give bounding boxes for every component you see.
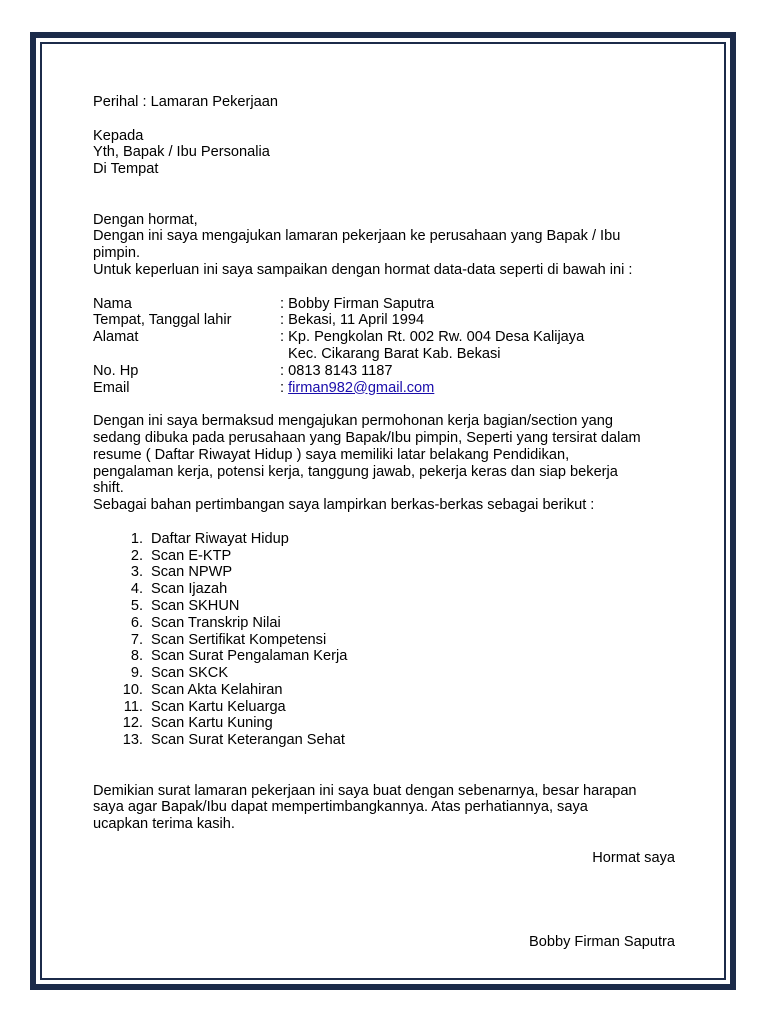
body-paragraph	[93, 413, 693, 514]
list-item	[93, 699, 693, 716]
list-text: Scan Transkrip Nilai	[151, 614, 281, 631]
phone-value: : 0813 8143 1187	[280, 362, 393, 379]
signoff: Hormat saya	[592, 849, 675, 866]
greeting: Dengan hormat,	[93, 211, 198, 228]
list-number: 1.	[130, 530, 143, 547]
list-text: Scan Akta Kelahiran	[151, 681, 283, 698]
recipient-block	[93, 128, 693, 178]
list-number: 13.	[122, 732, 143, 749]
address-value-1: : Kp. Pengkolan Rt. 002 Rw. 004 Desa Kalijaya	[280, 329, 585, 346]
birth-value: : Bekasi, 11 April 1994	[280, 312, 425, 329]
list-text: Scan SKCK	[151, 665, 229, 682]
body-line-2: sedang dibuka pada perusahaan yang Bapak/Ibu pimpin, Seperti yang tersirat dalam	[93, 429, 641, 446]
email-colon: :	[280, 379, 289, 396]
list-item	[93, 732, 693, 749]
recipient-line-1: Kepada	[93, 127, 144, 144]
list-number: 12.	[122, 715, 143, 732]
name-label: Nama	[93, 295, 132, 312]
intro-line-1: Dengan ini saya mengajukan lamaran pekerjaan ke perusahaan yang Bapak / Ibu	[93, 228, 621, 245]
birth-row	[93, 312, 693, 329]
list-item	[93, 665, 693, 682]
phone-row	[93, 363, 693, 380]
list-item	[93, 581, 693, 598]
closing-line-3: ucapkan terima kasih.	[93, 816, 235, 833]
phone-label: No. Hp	[93, 362, 139, 379]
body-line-4: pengalaman kerja, potensi kerja, tanggung jawab, pekerja keras dan siap bekerja	[93, 463, 618, 480]
list-text: Scan Ijazah	[151, 581, 228, 598]
closing-line-2: saya agar Bapak/Ibu dapat mempertimbangkannya. Atas perhatiannya, saya	[93, 799, 588, 816]
list-text: Scan E-KTP	[151, 547, 232, 564]
email-link[interactable]: firman982@gmail.com	[288, 379, 435, 396]
list-number: 10.	[122, 681, 143, 698]
list-item	[93, 548, 693, 565]
body-line-5: shift.	[93, 480, 124, 497]
recipient-line-2: Yth, Bapak / Ibu Personalia	[93, 144, 270, 161]
list-text: Scan SKHUN	[151, 597, 240, 614]
list-text: Scan Sertifikat Kompetensi	[151, 631, 327, 648]
name-row	[93, 296, 693, 313]
closing-line-1: Demikian surat lamaran pekerjaan ini saya buat dengan sebenarnya, besar harapan	[93, 782, 637, 799]
address-row	[93, 329, 693, 346]
closing-paragraph	[93, 783, 693, 833]
list-number: 6.	[130, 614, 143, 631]
intro-block	[93, 212, 693, 279]
list-number: 11.	[123, 698, 143, 715]
attachment-list	[93, 531, 693, 749]
list-number: 7.	[130, 631, 143, 648]
list-text: Daftar Riwayat Hidup	[151, 530, 289, 547]
list-item	[93, 632, 693, 649]
list-item	[93, 564, 693, 581]
intro-line-3: Untuk keperluan ini saya sampaikan dengan hormat data-data seperti di bawah ini :	[93, 261, 633, 278]
list-number: 5.	[130, 597, 143, 614]
body-line-6: Sebagai bahan pertimbangan saya lampirkan berkas-berkas sebagai berikut :	[93, 497, 595, 514]
signature-name: Bobby Firman Saputra	[528, 933, 675, 950]
letter-body	[93, 94, 693, 950]
email-label: Email	[93, 379, 130, 396]
subject-line: Perihal : Lamaran Pekerjaan	[93, 94, 278, 110]
list-text: Scan Surat Pengalaman Kerja	[151, 648, 348, 665]
address-label: Alamat	[93, 329, 139, 346]
body-line-1: Dengan ini saya bermaksud mengajukan permohonan kerja bagian/section yang	[93, 413, 614, 430]
list-item	[93, 715, 693, 732]
name-value: : Bobby Firman Saputra	[280, 295, 435, 312]
birth-label: Tempat, Tanggal lahir	[93, 312, 232, 329]
list-number: 4.	[130, 581, 143, 598]
recipient-line-3: Di Tempat	[93, 161, 159, 178]
body-line-3: resume ( Daftar Riwayat Hidup ) saya memiliki latar belakang Pendidikan,	[93, 446, 570, 463]
list-text: Scan Kartu Keluarga	[151, 698, 286, 715]
list-text: Scan Kartu Kuning	[151, 715, 273, 732]
list-number: 9.	[130, 665, 143, 682]
email-row	[93, 380, 693, 397]
list-item	[93, 531, 693, 548]
personal-data-block	[93, 296, 693, 397]
list-text: Scan NPWP	[151, 564, 233, 581]
list-item	[93, 682, 693, 699]
intro-line-2: pimpin.	[93, 245, 141, 262]
address-value-2: Kec. Cikarang Barat Kab. Bekasi	[288, 345, 501, 362]
list-item	[93, 648, 693, 665]
list-number: 2.	[130, 547, 143, 564]
list-number: 8.	[130, 648, 143, 665]
list-number: 3.	[130, 564, 143, 581]
list-item	[93, 615, 693, 632]
list-item	[93, 598, 693, 615]
list-text: Scan Surat Keterangan Sehat	[151, 732, 345, 749]
email-value-wrap	[280, 380, 434, 397]
